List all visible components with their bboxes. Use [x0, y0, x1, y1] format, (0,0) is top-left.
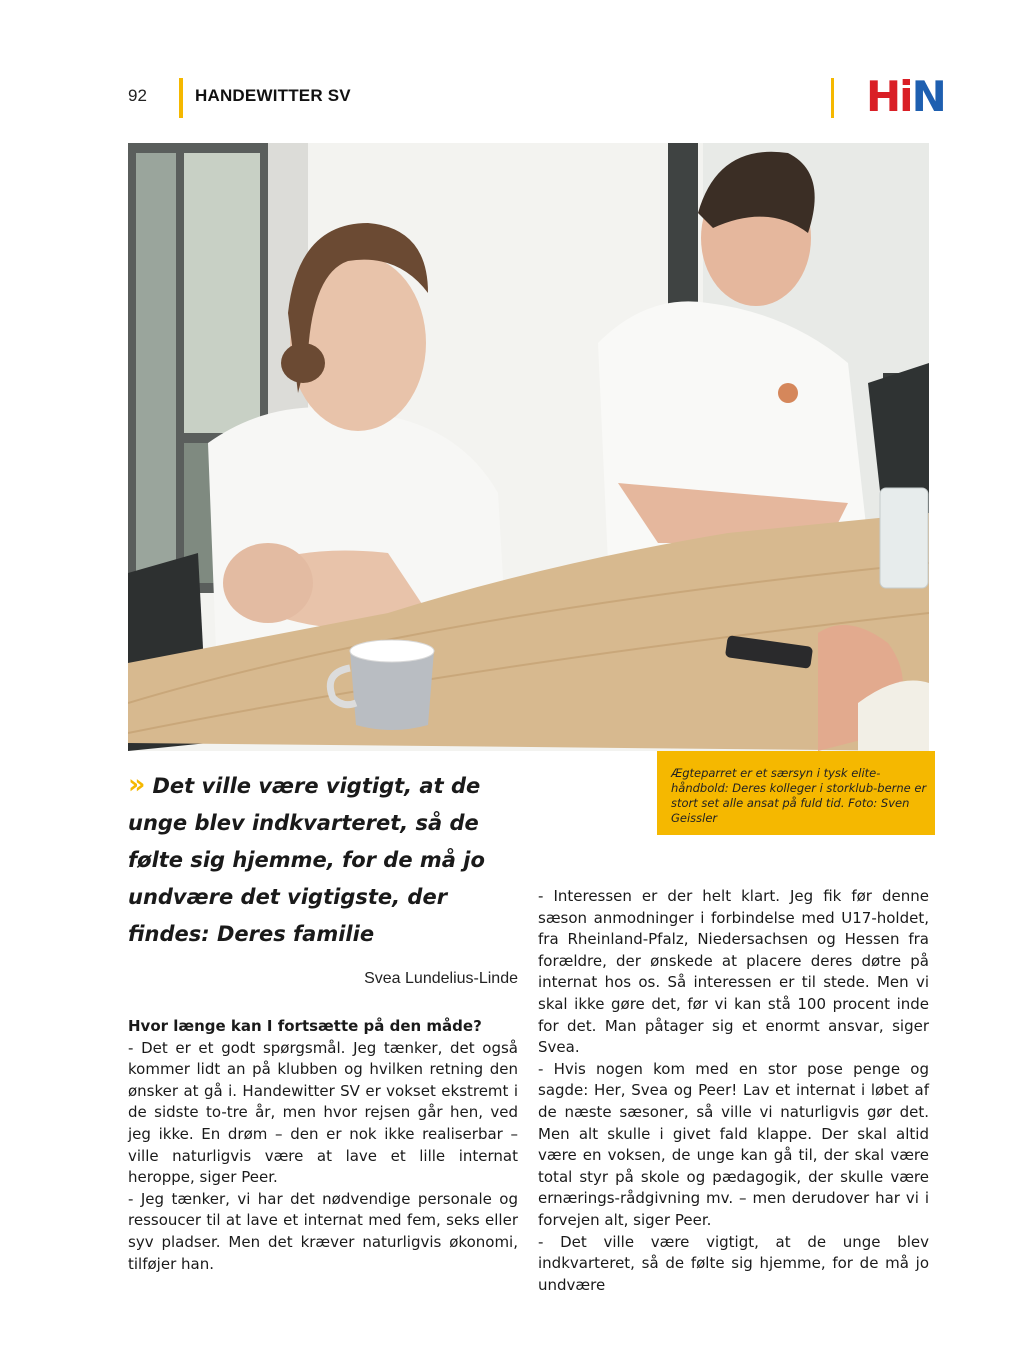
page-number: 92 [128, 86, 147, 105]
left-paragraph-1: - Det er et godt spørgsmål. Jeg tænker, det også kommer lidt an på klubben og hvilken retning den ønsker at gå i. Handewitter SV er vokset ekstremt i de sidste to-tre år, men hvor rejsen går hen, ved jeg ikke. En drøm – den er nok ikke realiserbar – ville naturligvis være at lave et lille internat heroppe, siger Peer. [128, 1038, 518, 1187]
photo-illustration [128, 143, 929, 751]
hin-logo [866, 72, 945, 121]
right-paragraph-3: - Det ville være vigtigt, at de unge blev indkvarteret, så de følte sig hjemme, for de må jo undvære [538, 1232, 929, 1294]
quote-attribution: Svea Lundelius-Linde [364, 970, 518, 987]
logo-divider [831, 78, 834, 118]
right-paragraph-1: - Interessen er der helt klart. Jeg fik før denne sæson anmodninger i forbindelse med U17-holdet, fra Rheinland-Pfalz, Niedersachsen og Hessen fra forældre, der ønskede at placere deres døtre på internat hos os. Så interessen er til stede. Men vi skal ikke gøre det, før vi kan stå 100 procent inde for det. Man påtager sig et enormt ansvar, siger Svea. [538, 887, 929, 1057]
logo-letter-h: H [866, 72, 900, 121]
left-paragraph-2: - Jeg tænker, vi har det nødvendige personale og ressoucer til at lave et internat med fem, seks eller syv pladser. Men det kræver naturligvis økonomi, tilføjer han. [128, 1189, 518, 1273]
pull-quote [128, 766, 518, 953]
header-divider [179, 78, 183, 118]
logo-letter-i: i [899, 72, 912, 121]
interview-question: Hvor længe kan I fortsætte på den måde? [128, 1017, 482, 1035]
logo-letter-n: N [911, 72, 945, 121]
interview-photo [128, 143, 929, 751]
pull-quote-text: Det ville være vigtigt, at de unge blev indkvarteret, så de følte sig hjemme, for de må jo undvære det vigtigste, der findes: Deres familie [128, 774, 485, 946]
right-column [538, 886, 929, 1296]
right-paragraph-2: - Hvis nogen kom med en stor pose penge og sagde: Her, Svea og Peer! Lav et internat i løbet af de næste sæsoner, så ville vi naturligvis gør det. Men alt skulle i givet fald klappe. Der skal altid være en voksen, de unge kan gå til, der skal være total styr på skole og pædagogik, der skulle være ernærings-rådgivning mv. – men derudover har vi i forvejen alt, siger Peer. [538, 1059, 929, 1229]
section-title: HANDEWITTER SV [195, 86, 351, 105]
quote-mark-icon: » [128, 769, 141, 800]
left-column [128, 1016, 518, 1275]
photo-caption: Ægteparret er et særsyn i tysk elite-håndbold: Deres kolleger i storklub-berne er stort set alle ansat på fuld tid. Foto: Sven Geissler [657, 751, 935, 835]
